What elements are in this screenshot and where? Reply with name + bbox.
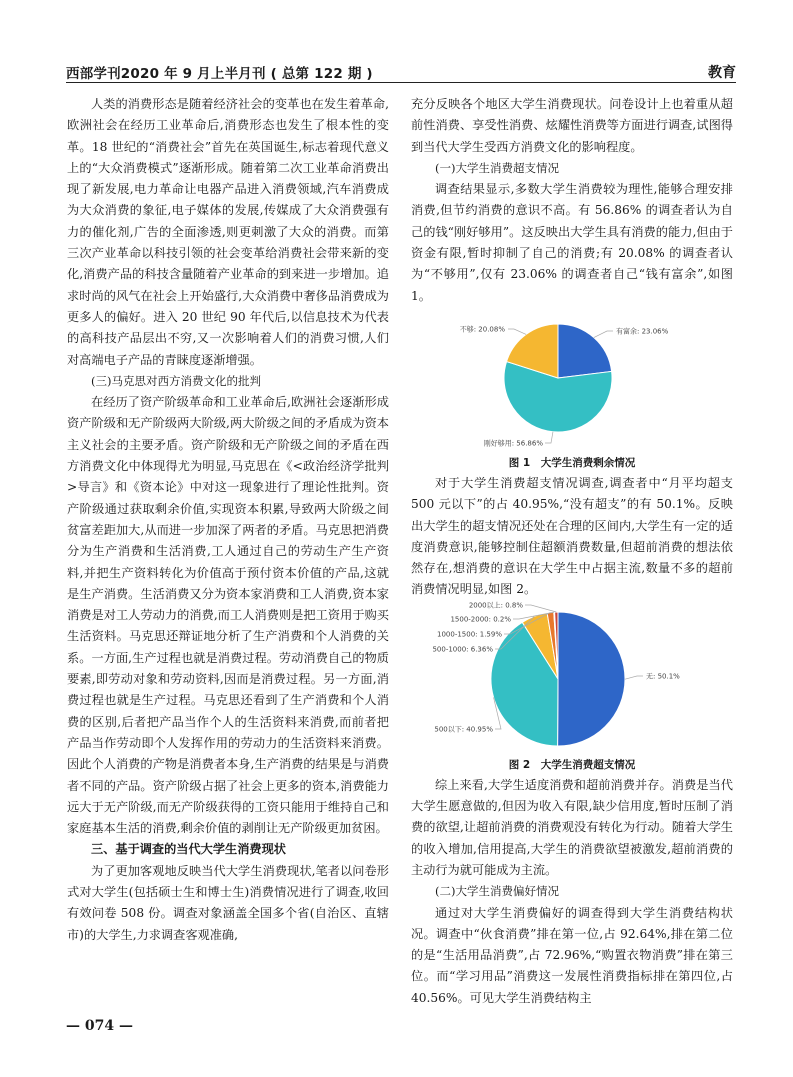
slice-label: 1500-2000: 0.2% xyxy=(450,615,511,624)
journal-title: 西部学刊2020 年 9 月上半月刊 ( 总第 122 期 ) xyxy=(66,66,373,82)
figure-2 xyxy=(411,601,733,775)
slice-label: 无: 50.1% xyxy=(646,672,680,681)
slice-label: 不够: 20.08% xyxy=(459,325,505,334)
pie-slice xyxy=(558,612,625,746)
paragraph: 通过对大学生消费偏好的调查得到大学生消费结构状况。调查中“伙食消费”排在第一位,占 92.64%,排在第二位的是“生活用品消费”,占 72.96%,“购置衣物消费”排在第三位。而“学习用品”消费这一发展性消费指标排在第四位,占 40.56%。可见大学生消费结构主 xyxy=(411,905,733,1005)
paragraph: 为了更加客观地反映当代大学生消费现状,笔者以问卷形式对大学生(包括硕士生和博士生)消费情况进行了调查,收回有效问卷 508 份。调查对象涵盖全国多个省(自治区、直辖市)的大学生,力求调查客观准确, xyxy=(67,863,389,942)
figure-1 xyxy=(411,307,733,473)
pie-chart-2 xyxy=(411,601,733,751)
paragraph: 对于大学生消费超支情况调查,调查者中“月平均超支 500 元以下”的占 40.95%,“没有超支”的有 50.1%。反映出大学生的超支情况还处在合理的区间内,大学生有一定的适度消费意识,能够控制住超额消费数量,但超前消费的想法依然存在,想消费的意识在大学生中占据主流,数量不多的超前消费情况明显,如图 2。 xyxy=(411,475,733,597)
leader-line xyxy=(545,432,553,443)
slice-label: 有富余: 23.06% xyxy=(616,327,669,336)
leader-line xyxy=(508,329,526,334)
slice-label: 刚好够用: 56.86% xyxy=(483,439,543,448)
leader-line xyxy=(594,331,613,338)
leader-line xyxy=(525,605,556,612)
leader-line xyxy=(625,676,643,679)
right-column xyxy=(411,94,733,1009)
figure-1-caption: 图 1 大学生消费剩余情况 xyxy=(508,456,636,469)
section-label: 教育 xyxy=(708,65,736,81)
slice-label: 2000以上: 0.8% xyxy=(468,601,523,610)
header-rule xyxy=(66,82,736,83)
paragraph: 人类的消费形态是随着经济社会的变革也在发生着革命,欧洲社会在经历工业革命后,消费形态也发生了根本性的变革。18 世纪的“消费社会”首先在英国诞生,标志着现代意义上的“大众消费模式”逐渐形成。随着第二次工业革命消费出现了新发展,电力革命让电器产品进入消费领域,汽车消费成为大众消费的象征,电子媒体的发展,传媒成了大众消费强有力的催化剂,广告的全面渗透,则更刺激了大众的消费。而第三次产业革命以科技引领的社会变革给消费社会带来新的变化,消费产品的科技含量随着产业革命的到来进一步增加。追求时尚的风气在社会上开始盛行,大众消费中奢侈品消费成为更多人的偏好。进入 20 世纪 90 年代后,以信息技术为代表的高科技产品层出不穷,又一次影响着人们的消费习惯,人们对高端电子产品的青睐度逐渐增强。 xyxy=(67,97,389,367)
paragraph: 在经历了资产阶级革命和工业革命后,欧洲社会逐渐形成资产阶级和无产阶级两大阶级,两大阶级之间的矛盾成为资本主义社会的主要矛盾。资产阶级和无产阶级之间的矛盾在西方消费文化中体现得尤为明显,马克思在《<政治经济学批判>导言》和《资本论》中对这一现象进行了理论性批判。资产阶级通过获取剩余价值,实现资本积累,导致两大阶级之间贫富差距加大,从而进一步加深了两者的矛盾。马克思把消费分为生产消费和生活消费,工人通过自己的劳动生产生产资料,并把生产资料转化为价值高于预付资本价值的产品,这就是生产消费。生活消费又分为资本家消费和工人消费,资本家消费是对工人劳动力的消费,而工人消费则是把工资用于购买生活资料。马克思还辩证地分析了生产消费和个人消费的关系。一方面,生产过程也就是消费过程。劳动消费自己的物质要素,即劳动对象和劳动资料,因而是消费过程。另一方面,消费过程也就是生产过程。马克思还看到了生产消费和个人消费的区别,后者把产品当作个人的生活资料来消费,而前者把产品当作劳动即个人发挥作用的劳动力的生活资料来消费。因此个人消费的产物是消费者本身,生产消费的结果是与消费者不同的产品。资产阶级占据了社会上更多的资本,消费能力远大于无产阶级,而无产阶级获得的工资只能用于维持自己和家庭基本生活的消费,剩余价值的剥削让无产阶级更加贫困。 xyxy=(67,395,389,836)
pie-chart-1 xyxy=(411,307,733,449)
subheading: (三)马克思对西方消费文化的批判 xyxy=(91,373,261,388)
left-column xyxy=(67,94,389,946)
running-header xyxy=(66,60,736,84)
slice-label: 1000-1500: 1.59% xyxy=(437,630,502,639)
pie-slice xyxy=(558,324,612,378)
slice-label: 500以下: 40.95% xyxy=(434,725,493,734)
subheading: (一)大学生消费超支情况 xyxy=(435,160,559,175)
subheading: (二)大学生消费偏好情况 xyxy=(435,884,559,899)
section-heading: 三、基于调查的当代大学生消费现状 xyxy=(91,842,286,857)
paragraph: 综上来看,大学生适度消费和超前消费并存。消费是当代大学生愿意做的,但因为收入有限,缺少信用度,暂时压制了消费的欲望,让超前消费的消费观没有转化为行动。随着大学生的收入增加,信用提高,大学生的消费欲望被激发,超前消费的主动行为就可能成为主流。 xyxy=(411,777,733,877)
figure-2-caption: 图 2 大学生消费超支情况 xyxy=(508,758,636,771)
paragraph: 调查结果显示,多数大学生消费较为理性,能够合理安排消费,但节约消费的意识不高。有 56.86% 的调查者认为自己的钱“刚好够用”。这反映出大学生具有消费的能力,但由于资金有限,暂时抑制了自己的消费;有 20.08% 的调查者认为“不够用”,仅有 23.06% 的调查者自己“钱有富余”,如图 1。 xyxy=(411,182,733,303)
paragraph: 充分反映各个地区大学生消费现状。问卷设计上也着重从超前性消费、享受性消费、炫耀性消费等方面进行调查,试图得到当代大学生受西方消费文化的影响程度。 xyxy=(411,97,733,154)
slice-label: 500-1000: 6.36% xyxy=(432,645,493,654)
page-number: — 074 — xyxy=(66,1018,133,1034)
